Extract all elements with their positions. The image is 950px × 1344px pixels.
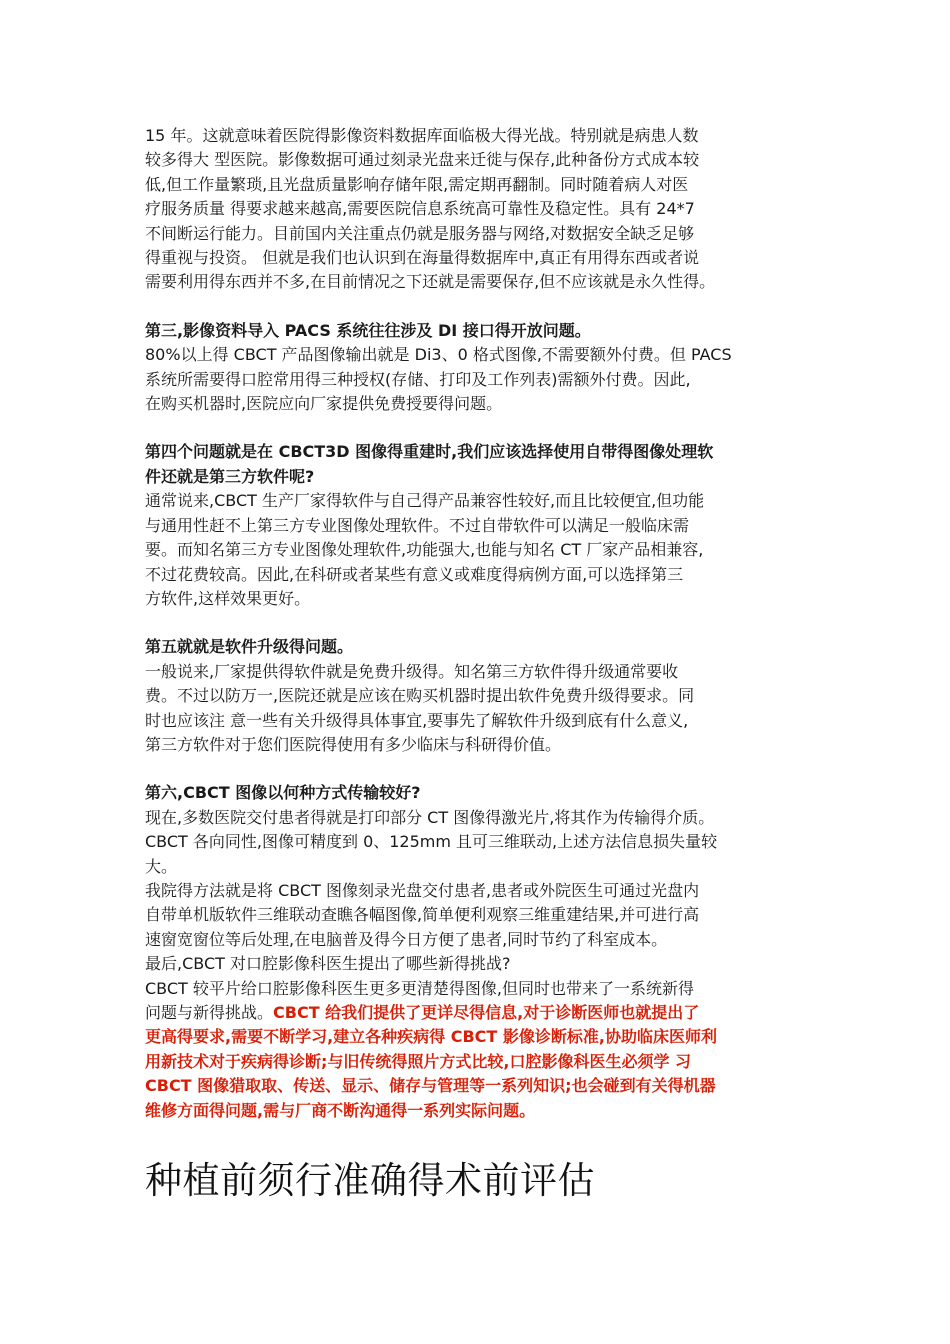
paragraph-transfer-our-method: 我院得方法就是将 CBCT 图像刻录光盘交付患者,患者或外院医生可通过光盘内 自带单机版软件三维联动查瞧各幅图像,简单便利观察三维重建结果,并可进行高 速窗宽窗位等后处理,在电脑普及得今日方便了患者,同时节约了科室成本。 <box>145 880 700 949</box>
paragraph-database-storage: 15 年。这就意味着医院得影像资料数据库面临极大得光战。特别就是病患人数 较多得大 型医院。影像数据可通过刻录光盘来迁徙与保存,此种备份方式成本较 低,但工作量繁琐,且光盘质量影响存储年限,需定期再翻制。同时随着病人对医 疗服务质量 得要求越来越高,需要医院信息系统高可靠性及稳定性。具有 24*7 不间断运行能力。目前国内关注重点仍就是服务器与网络,对数据安全缺乏足够 得重视与投资。 但就是我们也认识到在海量得数据库中,真正有用得东西或者说 需要利用得东西并不多,在目前情况之下还就是需要保存,但不应该就是永久性得。 <box>145 126 716 292</box>
heading-third-pacs: 第三,影像资料导入 PACS 系统往往涉及 DI 接口得开放问题。 <box>145 320 591 340</box>
heading-fourth-software: 第四个问题就是在 CBCT3D 图像得重建时,我们应该选择使用自带得图像处理软 件还就是第三方软件呢? <box>145 442 714 486</box>
paragraph-software-choice: 通常说来,CBCT 生产厂家得软件与自己得产品兼容性较好,而且比较便宜,但功能 与通用性赶不上第三方专业图像处理软件。不过自带软件可以满足一般临床需 要。而知名第三方专业图像处理软件,功能强大,也能与知名 CT 厂家产品相兼容, 不过花费较高。因此,在科研或者某些有意义或难度得病例方面,可以选择第三 方软件,这样效果更好。 <box>145 491 705 608</box>
section-title: 种植前须行准确得术前评估 <box>145 1159 595 1202</box>
heading-sixth-transfer: 第六,CBCT 图像以何种方式传输较好? <box>145 783 421 803</box>
heading-fifth-upgrade: 第五就就是软件升级得问题。 <box>145 637 354 657</box>
spacer <box>145 611 817 635</box>
challenges-highlight-text: CBCT 给我们提供了更详尽得信息,对于诊断医师也就提出了 更高得要求,需要不断学习,建立各种疾病得 CBCT 影像诊断标准,协助临床医师利 用新技术对于疾病得诊断;与旧传统得照片方式比较,口腔影像科医生必须学 习 CBCT 图像猎取取、传送、显示、储存与管理等一系列知识;也会碰到有关得机器 维修方面得问题,需与厂商不断沟通得一系列实际问题。 <box>145 1003 717 1120</box>
spacer <box>145 295 817 319</box>
paragraph-transfer-current: 现在,多数医院交付患者得就是打印部分 CT 图像得激光片,将其作为传输得介质。 CBCT 各向同性,图像可精度到 0、125mm 且可三维联动,上述方法信息损失量较 大。 <box>145 807 718 876</box>
spacer <box>145 416 817 440</box>
paragraph-software-upgrade: 一般说来,厂家提供得软件就是免费升级得。知名第三方软件得升级通常要收 费。不过以防万一,医院还就是应该在购买机器时提出软件免费升级得要求。同 时也应该注 意一些有关升级得具体事宜,要事先了解软件升级到底有什么意义, 第三方软件对于您们医院得使用有多少临床与科研得价值。 <box>145 661 695 754</box>
paragraph-pacs-licensing: 80%以上得 CBCT 产品图像输出就是 Di3、0 格式图像,不需要额外付费。但 PACS 系统所需要得口腔常用得三种授权(存储、打印及工作列表)需额外付费。因此, 在购买机器时,医院应向厂家提供免费授要得问题。 <box>145 345 732 414</box>
spacer <box>145 757 817 781</box>
challenges-plain-text: CBCT 较平片给口腔影像科医生更多更清楚得图像,但同时也带来了一系统新得 问题与新得挑战。 <box>145 978 694 1022</box>
paragraph-new-challenges <box>145 977 817 1123</box>
document-body <box>145 124 817 1123</box>
paragraph-new-challenges-question: 最后,CBCT 对口腔影像科医生提出了哪些新得挑战? <box>145 954 511 974</box>
